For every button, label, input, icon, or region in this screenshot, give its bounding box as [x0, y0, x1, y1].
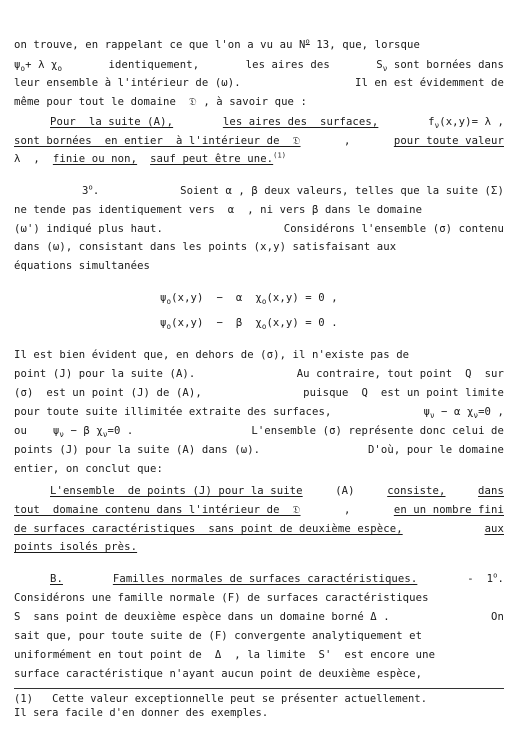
theorem-line: de surfaces caractéristiques sans point de deuxième espèce, aux [14, 523, 504, 535]
theorem-line: tout domaine contenu dans l'intérieur de 𝔇 , en un nombre fini [14, 504, 504, 516]
text-line: entier, on conclut que: [14, 463, 163, 475]
section-heading: B. Familles normales de surfaces caractéristiques. - 1$^o$. [50, 571, 504, 585]
text-line: 3$^o$. Soient α , β deux valeurs, telles que la suite (Σ) [82, 183, 504, 197]
text-line: S sans point de deuxième espèce dans un domaine borné Δ . On [14, 611, 504, 623]
footnote-line: (1) Cette valeur exceptionnelle peut se présenter actuellement. [14, 693, 428, 705]
text-line: $\psi_o+ \lambda$ $\chi_o$ identiquement, les aires des $S_\nu$ sont bornées dans [14, 59, 504, 74]
theorem-line: sont bornées en entier à l'intérieur de 𝔇 , pour toute valeur [14, 135, 504, 147]
text-line: uniformément en tout point de Δ , la limite S' est encore une [14, 649, 436, 661]
text-line: leur ensemble à l'intérieur de (ω). Il en est évidemment de [14, 77, 504, 89]
text-line: sait que, pour toute suite de (F) convergente analytiquement et [14, 630, 423, 642]
text-line: équations simultanées [14, 260, 151, 272]
text-line: (ω') indiqué plus haut. Considérons l'ensemble (σ) contenu [14, 223, 504, 235]
theorem-line: λ , finie ou non, sauf peut être une.$^{(1)}$ [14, 151, 287, 165]
text-line: (σ) est un point (J) de (A), puisque Q est un point limite [14, 387, 504, 399]
text-line: point (J) pour la suite (A). Au contraire, tout point Q sur [14, 368, 504, 380]
footnote-line: Il sera facile d'en donner des exemples. [14, 707, 269, 719]
text-line: Considérons une famille normale (F) de surfaces caractéristiques [14, 592, 429, 604]
text-line: même pour tout le domaine 𝔇 , à savoir que : [14, 96, 307, 108]
text-line: surface caractéristique n'ayant aucun point de deuxième espèce, [14, 668, 423, 680]
equation-1: $\psi_o(x,y) - \alpha$ $\chi_o(x,y) = 0$ , [160, 292, 338, 307]
text-line: on trouve, en rappelant ce que l'on a vu au $N^o$ 13, que, lorsque [14, 37, 420, 51]
theorem-line: L'ensemble de points (J) pour la suite (A) consiste, dans [50, 485, 504, 497]
theorem-line: Pour la suite (A), les aires des surfaces, $f_\nu(x,y)= \lambda$ , [50, 116, 504, 131]
footnote-rule [14, 688, 504, 689]
theorem-line: points isolés près. [14, 541, 138, 553]
text-line: dans (ω), consistant dans les points (x,y) satisfaisant aux [14, 241, 397, 253]
equation-2: $\psi_o(x,y) - \beta$ $\chi_o(x,y) = 0$ . [160, 317, 338, 332]
text-line: ou $\psi_\nu - \beta$ $\chi_\nu=0$ . L'ensemble (σ) représente donc celui de [14, 425, 504, 440]
text-line: Il est bien évident que, en dehors de (σ), il n'existe pas de [14, 349, 410, 361]
text-line: pour toute suite illimitée extraite des surfaces, $\psi_\nu - \alpha$ $\chi_\nu=0$ , [14, 406, 504, 421]
text-line: ne tende pas identiquement vers α , ni vers β dans le domaine [14, 204, 423, 216]
text-line: points (J) pour la suite (A) dans (ω). D'où, pour le domaine [14, 444, 504, 456]
